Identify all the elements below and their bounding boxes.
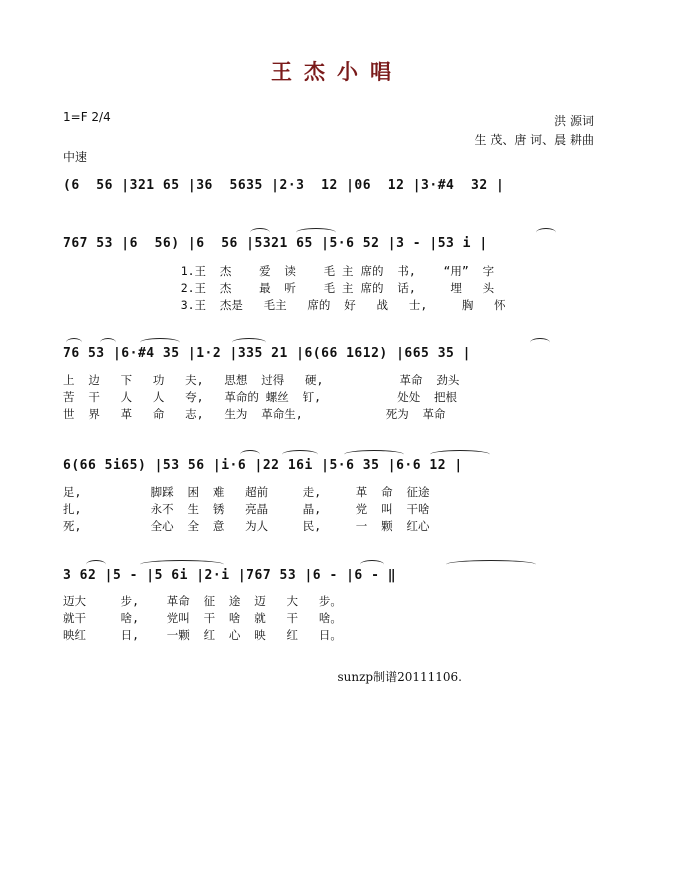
lyric-line: 苦 干 人 人 夸, 革命的 螺丝 钉, 处处 把根 — [63, 390, 458, 404]
lyric-line: 就干 啥, 党叫 干 啥 就 干 啥。 — [63, 611, 342, 625]
slur-arc — [446, 560, 536, 569]
slur-arc — [282, 450, 318, 459]
lyric-line: 世 界 革 命 志, 生为 革命生, 死为 革命 — [63, 407, 446, 421]
lyric-line: 2.王 杰 最 听 毛 主 席的 话, 埋 头 — [63, 281, 495, 295]
slur-arc — [140, 560, 224, 569]
slur-arc — [140, 338, 180, 347]
slur-arc — [360, 560, 384, 569]
song-title: 王杰小唱 — [271, 60, 403, 84]
slur-arc — [530, 338, 550, 347]
slur-arc — [536, 228, 556, 237]
score-line-1: (6 56 |321 65 |36 5635 |2·3 12 |06 12 |3·#4 32 | — [63, 178, 505, 193]
lyric-line: 映红 日, 一颗 红 心 映 红 日。 — [63, 628, 342, 642]
lyric-line: 上 边 下 功 夫, 思想 过得 硬, 革命 劲头 — [63, 373, 460, 387]
slur-arc — [86, 560, 106, 569]
score-line-3: 76 53 |6·#4 35 |1·2 |335 21 |6(66 1612) |665 35 | — [63, 346, 472, 361]
lyric-line: 1.王 杰 爱 读 毛 主 席的 书, “用” 字 — [63, 264, 495, 278]
signature: sunzp制谱20111106. — [337, 670, 462, 684]
score-line-5: 3 62 |5 - |5 6i |2·i |767 53 |6 - |6 - ‖ — [63, 568, 397, 583]
slur-arc — [66, 338, 82, 347]
slur-arc — [344, 450, 404, 459]
slur-arc — [430, 450, 490, 459]
lyric-line: 迈大 步, 革命 征 途 迈 大 步。 — [63, 594, 342, 608]
slur-arc — [100, 338, 116, 347]
lyricist-credit: 洪 源词 — [554, 114, 594, 128]
lyric-line: 3.王 杰是 毛主 席的 好 战 士, 胸 怀 — [63, 298, 506, 312]
slur-arc — [250, 228, 270, 237]
key-signature: 1=F 2/4 — [63, 110, 111, 124]
tempo-marking: 中速 — [63, 150, 88, 164]
composer-credit: 生 茂、唐 诃、晨 耕曲 — [474, 133, 594, 147]
score-line-2: 767 53 |6 56) |6 56 |5321 65 |5·6 52 |3 - |53 i | — [63, 236, 488, 251]
slur-arc — [232, 338, 266, 347]
lyric-line: 足, 脚踩 困 难 超前 走, 革 命 征途 — [63, 485, 430, 499]
slur-arc — [296, 228, 336, 237]
lyric-line: 死, 全心 全 意 为人 民, 一 颗 红心 — [63, 519, 430, 533]
slur-arc — [240, 450, 260, 459]
lyric-line: 扎, 永不 生 锈 亮晶 晶, 党 叫 干啥 — [63, 502, 430, 516]
score-line-4: 6(66 5i65) |53 56 |i·6 |22 16i |5·6 35 |6·6 12 | — [63, 458, 463, 473]
